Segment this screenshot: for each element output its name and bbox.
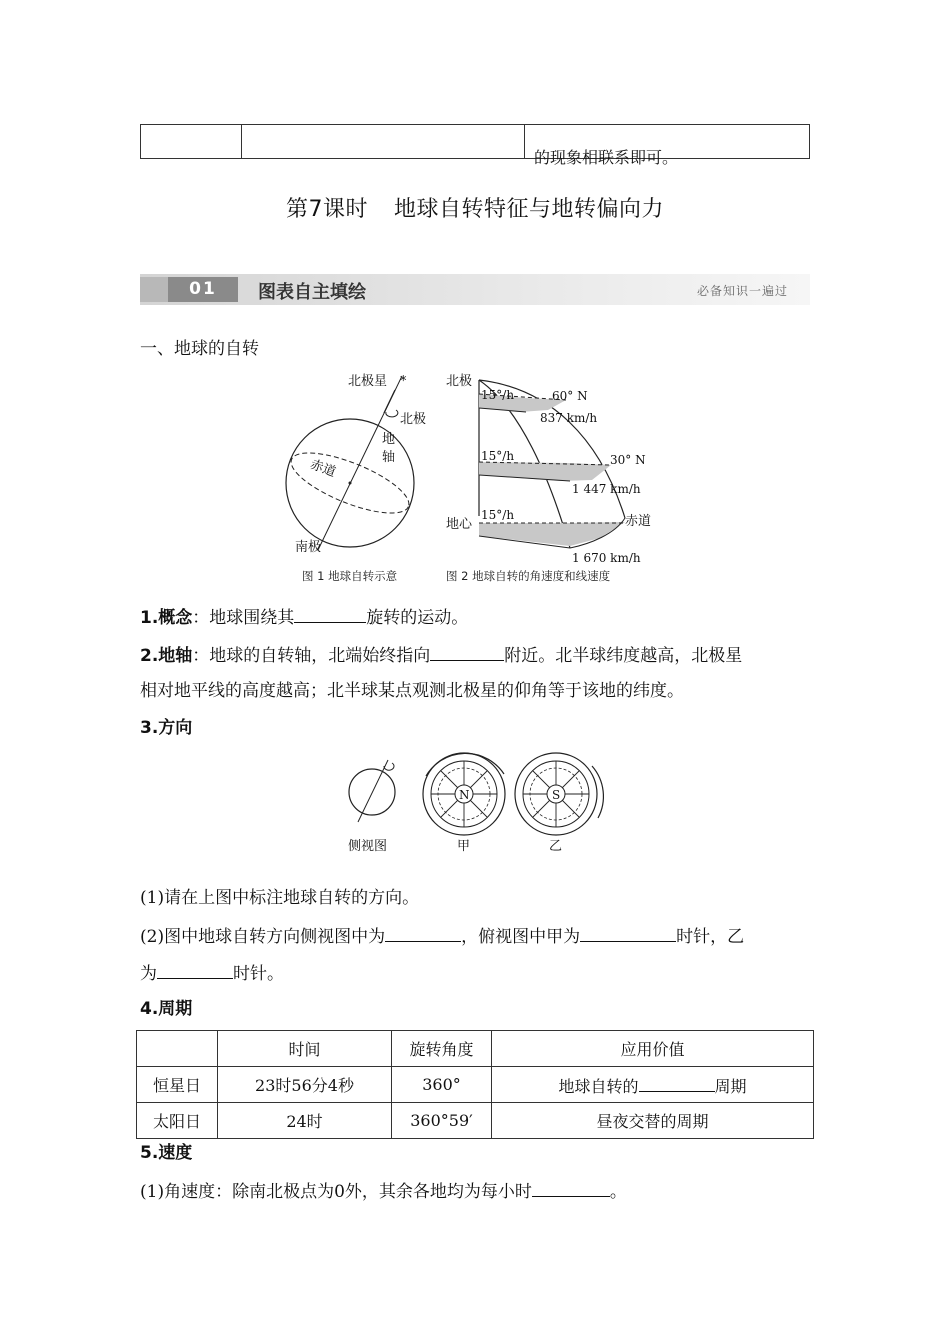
blank-north-star[interactable] — [430, 642, 504, 661]
table-header-cell: 应用价值 — [492, 1031, 814, 1067]
blank-yi[interactable] — [157, 960, 233, 979]
table-cell: 恒星日 — [137, 1067, 218, 1103]
figure2-caption: 图 2 地球自转的角速度和线速度 — [446, 569, 611, 583]
q2-text-e: 时针。 — [233, 964, 284, 984]
q5-text-end: 。 — [609, 1182, 627, 1202]
speed-equator: 1 670 km/h — [572, 551, 641, 565]
table-header-cell: 旋转角度 — [392, 1031, 492, 1067]
item-axis-line2: 相对地平线的高度越高；北半球某点观测北极星的仰角等于该地的纬度。 — [140, 681, 684, 701]
figure2-rotation-speed — [446, 373, 651, 583]
band-equator — [479, 522, 625, 546]
blank-axis[interactable] — [294, 604, 366, 623]
label-equator: 赤道 — [307, 457, 338, 481]
cell-text: 周期 — [714, 1076, 747, 1096]
north-pole-mark: N — [459, 788, 470, 802]
table-cell: 太阳日 — [137, 1103, 218, 1139]
table-header-cell — [137, 1031, 218, 1067]
label-fig2-center: 地心 — [446, 517, 473, 532]
table-divider — [524, 125, 525, 158]
table-cell: 360° — [392, 1067, 492, 1103]
figure1-earth-rotation — [284, 373, 426, 583]
north-star-icon: * — [400, 374, 407, 389]
angular-label-3: 15°/h — [481, 508, 515, 522]
table-cell: 23时56分4秒 — [218, 1067, 392, 1103]
earth-center — [349, 482, 352, 485]
speed-60n: 837 km/h — [540, 411, 598, 425]
page-title — [0, 192, 950, 223]
angular-label-2: 15°/h — [481, 449, 515, 463]
item-speed-label: 5.速度 — [140, 1143, 193, 1163]
heading-earth-rotation: 一、地球的自转 — [140, 339, 259, 359]
label-yi: 乙 — [549, 839, 563, 854]
blank-side-view[interactable] — [385, 923, 461, 942]
rotation-arrow-icon — [386, 410, 398, 417]
label-north-pole: 北极 — [400, 412, 427, 427]
section-header — [140, 274, 810, 305]
label-axis-1: 地 — [382, 432, 396, 447]
item-axis-label: 2.地轴 — [140, 646, 193, 666]
table-cell: 24时 — [218, 1103, 392, 1139]
section-tagline: 必备知识一遍过 — [696, 284, 788, 298]
cell-text: 地球自转的 — [558, 1076, 639, 1096]
item-concept-text: ：地球围绕其 — [192, 608, 295, 628]
lesson-number: 第7课时 — [285, 197, 368, 222]
label-south-pole: 南极 — [295, 540, 322, 555]
section-name: 图表自主填绘 — [258, 282, 366, 303]
latitude-30n: 30° N — [610, 453, 646, 467]
label-jia: 甲 — [457, 839, 471, 854]
section-number: 01 — [168, 277, 238, 302]
speed-30n: 1 447 km/h — [572, 482, 641, 496]
period-table — [136, 1030, 814, 1139]
item-earth-axis — [140, 642, 742, 668]
latitude-60n: 60° N — [552, 389, 588, 403]
table-divider — [241, 125, 242, 158]
earth-rotation-figures — [280, 368, 680, 590]
angular-label-1: 15°/h — [481, 388, 515, 402]
question-angular-speed — [140, 1178, 627, 1204]
item-concept-label: 1.概念 — [140, 608, 193, 628]
item-concept — [140, 604, 468, 630]
q2-text-a: (2)图中地球自转方向侧视图中为 — [140, 927, 386, 947]
table-cell: 360°59′ — [392, 1103, 492, 1139]
top-view-jia — [423, 753, 505, 854]
table-header-cell: 时间 — [218, 1031, 392, 1067]
blank-rotation-period[interactable] — [639, 1073, 715, 1092]
top-view-yi — [515, 753, 603, 854]
label-side-view: 侧视图 — [348, 839, 388, 854]
item-direction-label: 3.方向 — [140, 718, 193, 738]
blank-angular-speed[interactable] — [532, 1178, 610, 1197]
axis-north-end — [384, 390, 395, 413]
table-row — [137, 1067, 814, 1103]
table-cell-text: 的现象相联系即可。 — [534, 148, 679, 167]
south-pole-mark: S — [552, 788, 561, 802]
table-row — [137, 1103, 814, 1139]
item-period-label: 4.周期 — [140, 999, 193, 1019]
question-2-line2 — [140, 960, 284, 986]
label-north-star: 北极星 — [348, 374, 388, 389]
lesson-topic: 地球自转特征与地转偏向力 — [393, 197, 664, 222]
question-1: (1)请在上图中标注地球自转的方向。 — [140, 888, 420, 908]
previous-table-fragment — [140, 124, 810, 167]
q2-text-b: ，俯视图中甲为 — [461, 927, 581, 947]
blank-jia[interactable] — [580, 923, 676, 942]
q5-text: (1)角速度：除南北极点为0外，其余各地均为每小时 — [140, 1182, 532, 1202]
table-cell: 昼夜交替的周期 — [492, 1103, 814, 1139]
label-fig2-equator: 赤道 — [625, 514, 652, 529]
q2-text-c: 时针，乙 — [676, 927, 745, 947]
side-view-diagram — [348, 760, 395, 854]
item-axis-text-end: 附近。北半球纬度越高，北极星 — [504, 646, 743, 666]
table-cell — [492, 1067, 814, 1103]
section-bar-accent — [140, 277, 168, 302]
q2-text-d: 为 — [140, 964, 157, 984]
label-axis-2: 轴 — [382, 450, 396, 465]
figure1-caption: 图 1 地球自转示意 — [302, 569, 398, 583]
table-header-row — [137, 1031, 814, 1067]
label-fig2-north-pole: 北极 — [446, 374, 473, 389]
question-2 — [140, 923, 744, 949]
rotation-direction-figure — [340, 752, 610, 857]
item-axis-text: ：地球的自转轴，北端始终指向 — [192, 646, 431, 666]
item-concept-text-end: 旋转的运动。 — [366, 608, 469, 628]
